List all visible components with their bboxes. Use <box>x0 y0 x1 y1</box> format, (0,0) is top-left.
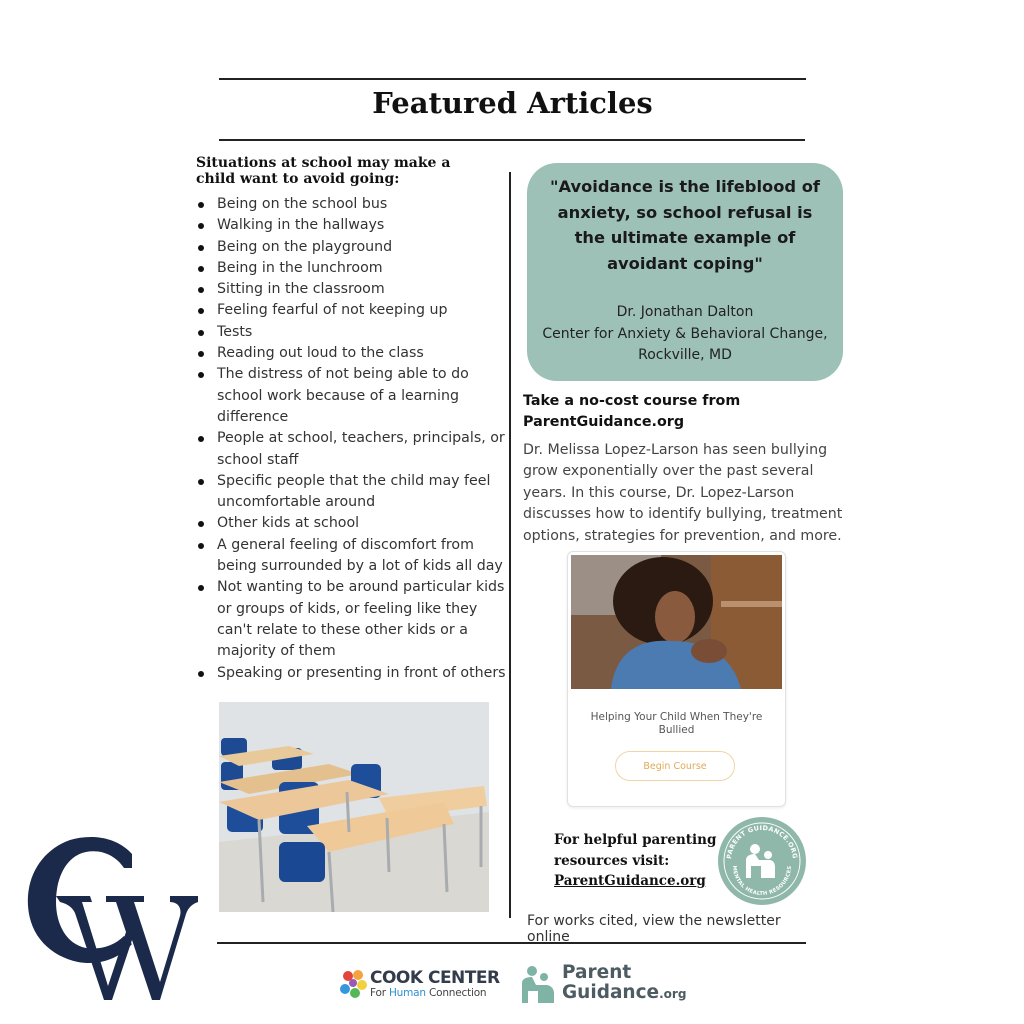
logo-guidance: Guidance <box>562 982 660 1003</box>
parentguidance-logo <box>520 963 710 1005</box>
list-item: A general feeling of discomfort from being surrounded by a lot of kids all day <box>196 535 511 578</box>
quote-attribution <box>527 302 843 367</box>
resources-note <box>554 830 724 892</box>
tagline-for: For <box>370 987 389 999</box>
top-rule <box>219 78 806 80</box>
list-item: Feeling fearful of not keeping up <box>196 300 511 321</box>
quote-affiliation: Center for Anxiety & Behavioral Change, <box>542 325 828 342</box>
quote-author: Dr. Jonathan Dalton <box>616 304 754 320</box>
course-card-image <box>571 555 782 689</box>
course-heading: Take a no-cost course from ParentGuidance.org <box>523 393 741 430</box>
page-title: Featured Articles <box>372 86 653 120</box>
logo-org: .org <box>659 987 687 1001</box>
seal-bottom-text: MENTAL HEALTH RESOURCES <box>730 865 794 898</box>
resources-line-1: For helpful parenting <box>554 832 717 848</box>
resources-line-2: resources visit: <box>554 852 670 869</box>
quote-text: "Avoidance is the lifeblood of anxiety, so school refusal is the ultimate example of avoidant coping" <box>550 177 820 273</box>
logo-word-guidance <box>562 982 686 1005</box>
cook-center-name: COOK CENTER <box>370 968 500 988</box>
list-item: The distress of not being able to do school work because of a learning difference <box>196 364 511 428</box>
cook-center-logo <box>338 965 508 1003</box>
works-cited-note: For works cited, view the newsletter online <box>527 913 781 945</box>
quote-location: Rockville, MD <box>638 347 732 363</box>
tagline-human: Human <box>388 987 426 999</box>
course-card-title: Helping Your Child When They're Bullied <box>590 711 763 736</box>
parentguidance-link[interactable]: ParentGuidance.org <box>554 873 706 889</box>
tagline-connection: Connection <box>425 987 487 999</box>
list-item: Specific people that the child may feel uncomfortable around <box>196 471 511 514</box>
family-logo-icon <box>520 965 556 1003</box>
list-item: Reading out loud to the class <box>196 343 511 364</box>
classroom-photo <box>219 702 489 912</box>
title-rule <box>219 139 805 141</box>
cook-center-flower-icon <box>338 967 368 999</box>
list-item: Walking in the hallways <box>196 215 511 236</box>
situations-intro: Situations at school may make a child want to avoid going: <box>196 155 451 187</box>
seal-top-text: PARENT GUIDANCE.ORG <box>725 823 800 860</box>
list-item: Other kids at school <box>196 513 511 534</box>
list-item: Not wanting to be around particular kids or groups of kids, or feeling like they can't relate to these other kids or a majority of them <box>196 577 511 662</box>
parent-guidance-seal <box>717 816 807 906</box>
begin-course-button[interactable]: Begin Course <box>615 751 735 781</box>
list-item: People at school, teachers, principals, or school staff <box>196 428 511 471</box>
logo-word-parent: Parent <box>562 962 632 983</box>
course-description: Dr. Melissa Lopez-Larson has seen bullying grow exponentially over the past several years. In this course, Dr. Lopez-Larson discusses how to identify bullying, treatment options, strategies for prevention, and more. <box>523 442 843 544</box>
list-item: Being on the playground <box>196 237 511 258</box>
list-item: Sitting in the classroom <box>196 279 511 300</box>
list-item: Tests <box>196 322 511 343</box>
situations-list <box>196 194 511 684</box>
list-item: Being in the lunchroom <box>196 258 511 279</box>
list-item: Being on the school bus <box>196 194 511 215</box>
course-card[interactable] <box>567 551 786 807</box>
cook-center-tagline <box>370 987 486 999</box>
list-item: Speaking or presenting in front of others <box>196 663 511 684</box>
cw-logo <box>20 832 200 1002</box>
